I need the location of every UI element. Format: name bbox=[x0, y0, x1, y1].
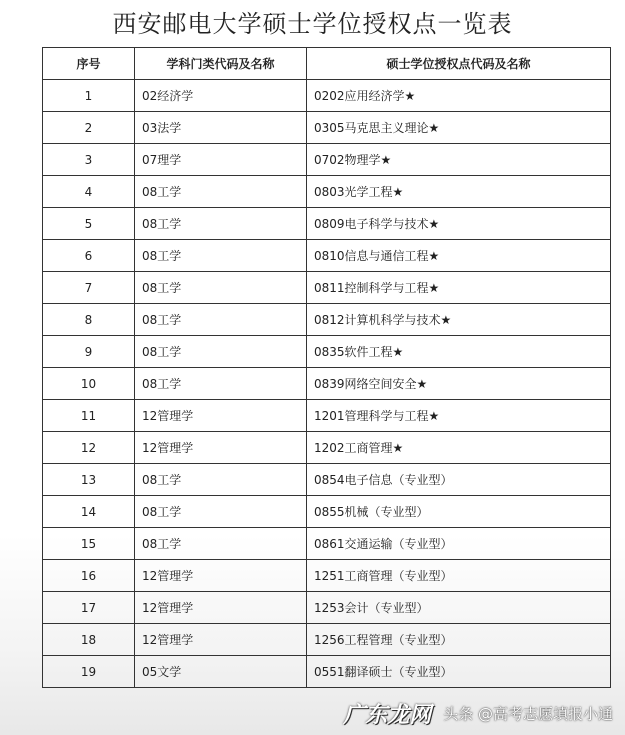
cell-program: 0305马克思主义理论★ bbox=[307, 112, 611, 144]
cell-category: 08工学 bbox=[135, 528, 307, 560]
cell-category: 07理学 bbox=[135, 144, 307, 176]
cell-index: 19 bbox=[43, 656, 135, 688]
cell-program: 0810信息与通信工程★ bbox=[307, 240, 611, 272]
cell-category: 08工学 bbox=[135, 176, 307, 208]
table-row bbox=[43, 464, 611, 496]
cell-category: 12管理学 bbox=[135, 400, 307, 432]
cell-index: 2 bbox=[43, 112, 135, 144]
table-row bbox=[43, 176, 611, 208]
cell-program: 0855机械（专业型） bbox=[307, 496, 611, 528]
header-category: 学科门类代码及名称 bbox=[135, 48, 307, 80]
cell-index: 3 bbox=[43, 144, 135, 176]
cell-category: 12管理学 bbox=[135, 560, 307, 592]
table-row bbox=[43, 496, 611, 528]
cell-index: 6 bbox=[43, 240, 135, 272]
cell-program: 1251工商管理（专业型） bbox=[307, 560, 611, 592]
cell-index: 7 bbox=[43, 272, 135, 304]
cell-program: 0861交通运输（专业型） bbox=[307, 528, 611, 560]
cell-index: 16 bbox=[43, 560, 135, 592]
cell-program: 0812计算机科学与技术★ bbox=[307, 304, 611, 336]
table-row bbox=[43, 592, 611, 624]
cell-index: 4 bbox=[43, 176, 135, 208]
table-row bbox=[43, 400, 611, 432]
table-row bbox=[43, 336, 611, 368]
cell-category: 08工学 bbox=[135, 464, 307, 496]
table-row bbox=[43, 528, 611, 560]
cell-category: 08工学 bbox=[135, 304, 307, 336]
table-row bbox=[43, 80, 611, 112]
cell-index: 12 bbox=[43, 432, 135, 464]
cell-category: 12管理学 bbox=[135, 432, 307, 464]
cell-program: 1202工商管理★ bbox=[307, 432, 611, 464]
cell-program: 0551翻译硕士（专业型） bbox=[307, 656, 611, 688]
table-row bbox=[43, 656, 611, 688]
cell-category: 08工学 bbox=[135, 496, 307, 528]
cell-category: 02经济学 bbox=[135, 80, 307, 112]
cell-category: 08工学 bbox=[135, 272, 307, 304]
cell-index: 8 bbox=[43, 304, 135, 336]
cell-category: 12管理学 bbox=[135, 592, 307, 624]
cell-index: 17 bbox=[43, 592, 135, 624]
table-row bbox=[43, 368, 611, 400]
cell-index: 1 bbox=[43, 80, 135, 112]
table-row bbox=[43, 144, 611, 176]
cell-category: 08工学 bbox=[135, 368, 307, 400]
table-row bbox=[43, 112, 611, 144]
cell-program: 0202应用经济学★ bbox=[307, 80, 611, 112]
cell-program: 0854电子信息（专业型） bbox=[307, 464, 611, 496]
cell-program: 0835软件工程★ bbox=[307, 336, 611, 368]
watermark-logo: 广东龙网 bbox=[343, 703, 432, 728]
cell-program: 0811控制科学与工程★ bbox=[307, 272, 611, 304]
table-row bbox=[43, 208, 611, 240]
cell-index: 5 bbox=[43, 208, 135, 240]
watermark-area bbox=[343, 698, 613, 729]
cell-category: 08工学 bbox=[135, 336, 307, 368]
cell-program: 1201管理科学与工程★ bbox=[307, 400, 611, 432]
cell-category: 08工学 bbox=[135, 208, 307, 240]
cell-program: 1253会计（专业型） bbox=[307, 592, 611, 624]
table-row bbox=[43, 560, 611, 592]
table-row bbox=[43, 624, 611, 656]
cell-category: 03法学 bbox=[135, 112, 307, 144]
table-row bbox=[43, 272, 611, 304]
page-title: 西安邮电大学硕士学位授权点一览表 bbox=[112, 10, 513, 38]
cell-index: 14 bbox=[43, 496, 135, 528]
table-row bbox=[43, 304, 611, 336]
cell-program: 0702物理学★ bbox=[307, 144, 611, 176]
header-program: 硕士学位授权点代码及名称 bbox=[307, 48, 611, 80]
cell-index: 9 bbox=[43, 336, 135, 368]
degree-table bbox=[42, 47, 611, 688]
cell-index: 13 bbox=[43, 464, 135, 496]
cell-index: 11 bbox=[43, 400, 135, 432]
cell-category: 08工学 bbox=[135, 240, 307, 272]
cell-index: 15 bbox=[43, 528, 135, 560]
cell-index: 18 bbox=[43, 624, 135, 656]
cell-index: 10 bbox=[43, 368, 135, 400]
table-row bbox=[43, 240, 611, 272]
cell-program: 1256工程管理（专业型） bbox=[307, 624, 611, 656]
table-header-row bbox=[43, 48, 611, 80]
watermark: 头条 @高考志愿填报小通 bbox=[443, 705, 613, 723]
cell-category: 12管理学 bbox=[135, 624, 307, 656]
table-row bbox=[43, 432, 611, 464]
cell-category: 05文学 bbox=[135, 656, 307, 688]
cell-program: 0839网络空间安全★ bbox=[307, 368, 611, 400]
cell-program: 0809电子科学与技术★ bbox=[307, 208, 611, 240]
cell-program: 0803光学工程★ bbox=[307, 176, 611, 208]
header-index: 序号 bbox=[43, 48, 135, 80]
